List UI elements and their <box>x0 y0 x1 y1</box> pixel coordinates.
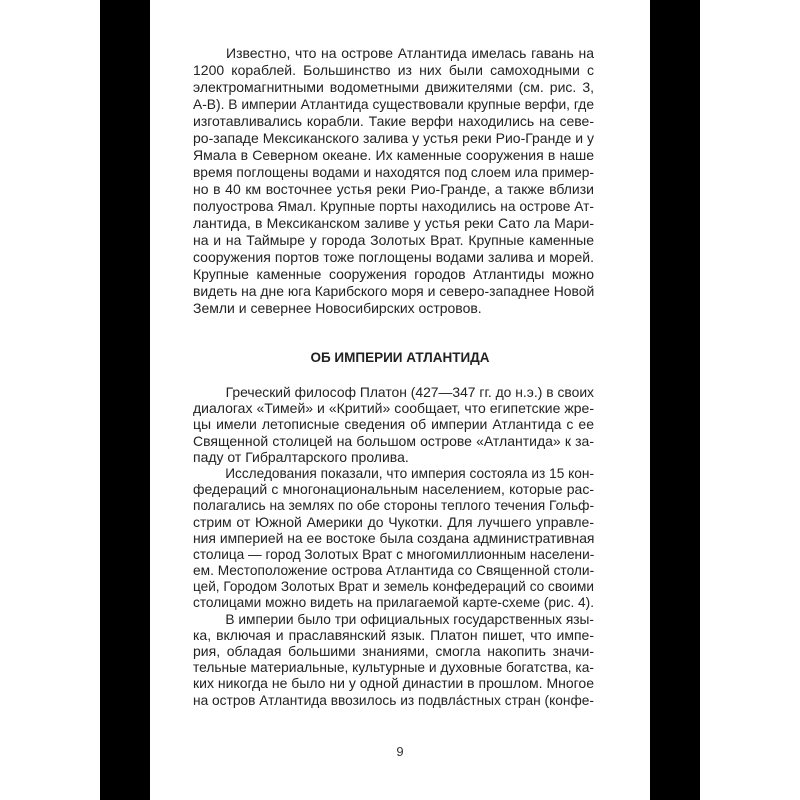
page-number: 9 <box>396 744 404 759</box>
text-line: 1200 кораблей. Большинство из них были самоходными с <box>193 62 594 78</box>
text-line: Греческий философ Платон (427—347 гг. до н.э.) в своих <box>225 384 594 400</box>
text-line: Исследования показали, что империя состояла из 15 кон- <box>225 464 594 481</box>
text-line: рия, обладая большими знаниями, смогла накопить значи- <box>193 643 594 659</box>
text-line: Известно, что на острове Атлантида имелась гавань на <box>226 45 594 61</box>
text-line: лантида, в Мексиканском заливе у устья реки Сато ла Мари- <box>193 215 594 231</box>
text-line: цей, Городом Золотых Врат и земель конфедераций со своими <box>193 578 594 595</box>
section-heading: ОБ ИМПЕРИИ АТЛАНТИДА <box>310 350 490 365</box>
text-line: цы имели летописные сведения об империи Атлантида с ее <box>193 416 594 433</box>
right-scan-border <box>650 0 700 800</box>
text-line: стрим от Южной Америки до Чукотки. Для лучшего управле- <box>193 513 594 530</box>
text-line: на и на Таймыре у города Золотых Врат. Крупные каменные <box>193 232 594 248</box>
text-line: тельные материальные, культурные и духовные богатства, ка- <box>193 659 594 676</box>
text-line: видеть на дне юга Карибского моря и северо-западнее Новой <box>193 283 595 299</box>
text-line: В империи было три официальных государственных язы- <box>225 610 594 627</box>
text-line: изготавливались корабли. Такие верфи находились на севе- <box>193 113 594 129</box>
text-line: полагались на землях по обе стороны теплого течения Гольф- <box>193 497 595 514</box>
text-line: ких никогда не было ни у одной династии в прошлом. Многое <box>193 675 594 692</box>
text-line: время поглощены водами и находятся под слоем ила пример- <box>193 164 594 180</box>
text-line: ем. Местоположение острова Атлантида со Священной столи- <box>193 562 595 579</box>
text-line: электромагнитными водометными движителями (см. рис. 3, <box>193 79 594 95</box>
text-line: сооружения портов тоже поглощены водами залива и морей. <box>193 249 594 265</box>
text-line: на остров Атлантида ввозилось из подвла́стных стран (конфе- <box>193 691 594 708</box>
text-line: Земли и севернее Новосибирских островов. <box>193 300 482 316</box>
text-line: полуострова Ямал. Крупные порты находились на острове Ат- <box>193 198 594 214</box>
text-block-harbors <box>193 45 594 317</box>
text-line: ния империей на ее востоке была создана административная <box>193 529 595 546</box>
text-line: Ямала в Северном океане. Их каменные сооружения в наше <box>193 147 594 163</box>
text-line: А-В). В империи Атлантида существовали крупные верфи, где <box>193 96 594 112</box>
text-line: столица — город Золотых Врат с многомиллионным населени- <box>193 545 595 562</box>
text-line: диалогах «Тимей» и «Критий» сообщает, что египетские жре- <box>193 400 594 417</box>
text-line: Крупные каменные сооружения городов Атлантиды можно <box>193 266 594 282</box>
text-line: столицами можно видеть на прилагаемой карте-схеме (рис. 4). <box>193 594 594 611</box>
text-line: ка, включая и праславянский язык. Платон пишет, что импе- <box>193 626 594 643</box>
text-line: паду от Гибралтарского пролива. <box>193 448 409 465</box>
text-line: федераций с многонациональным населением, которые рас- <box>193 481 594 498</box>
text-line: но в 40 км восточнее устья реки Рио-Гранде, а также вблизи <box>193 181 594 197</box>
text-line: ро-западе Мексиканского залива у устья реки Рио-Гранде и у <box>193 130 594 146</box>
text-line: Священной столицей на большом острове «Атлантида» к за- <box>193 432 594 449</box>
text-block-empire <box>193 384 594 708</box>
left-scan-border <box>100 0 150 800</box>
